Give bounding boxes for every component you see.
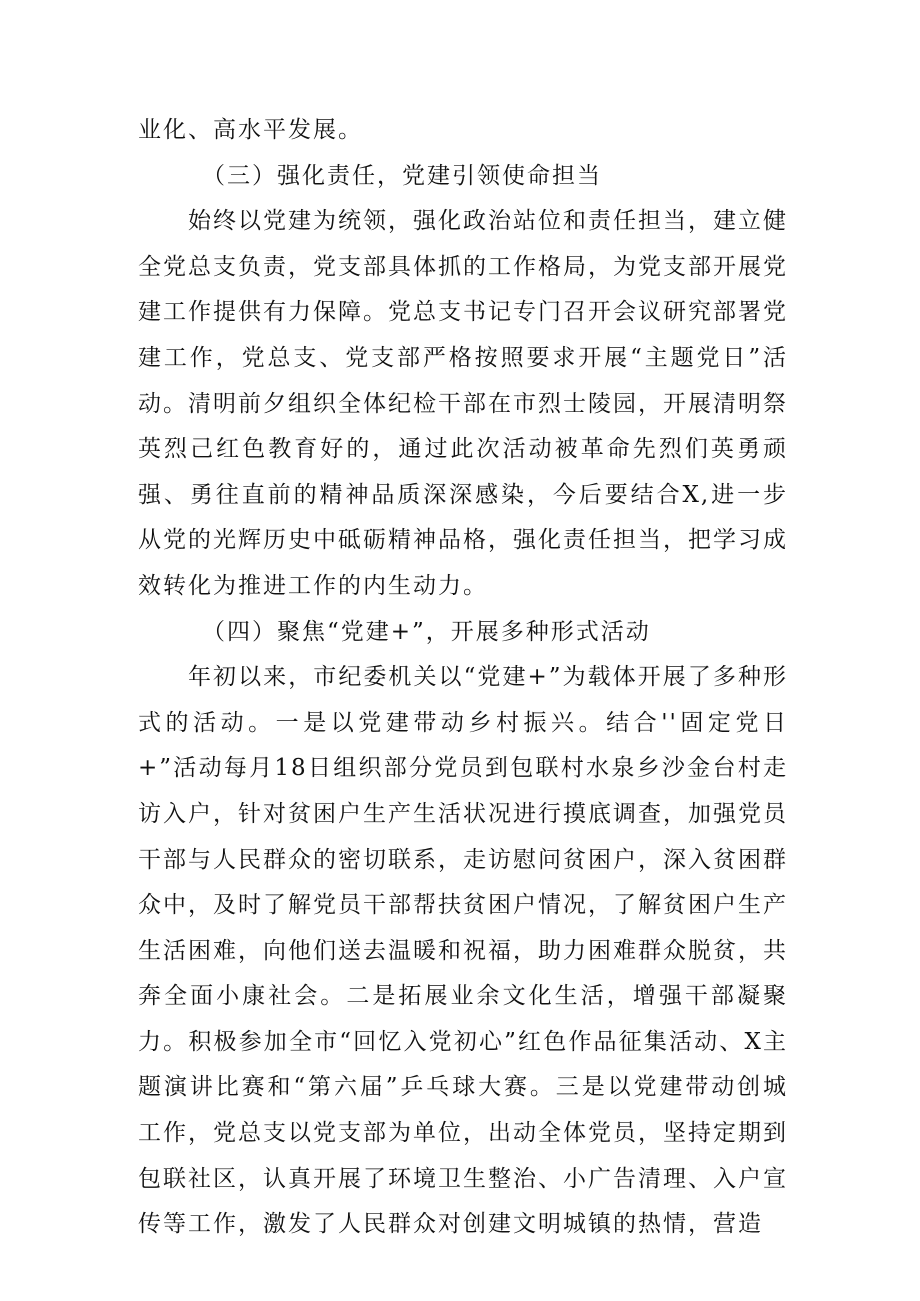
section-heading-four: （四）聚焦“党建+”，开展多种形式活动 xyxy=(202,618,651,645)
document-body xyxy=(138,108,788,1248)
section-heading-three: （三）强化责任，党建引领使命担当 xyxy=(202,162,602,189)
paragraph-continuation: 业化、高水平发展。 xyxy=(138,117,363,143)
paragraph-responsibility: 始终以党建为统领，强化政治站位和责任担当，建立健全党总支负责，党支部具体抓的工作格局，为党支部开展党建工作提供有力保障。党总支书记专门召开会议研究部署党建工作，党总支、党支部严格按照要求开展“主题党日”活动。清明前夕组织全体纪检干部在市烈士陵园，开展清明祭英烈己红色教育好的，通过此次活动被革命先烈们英勇顽强、勇往直前的精神品质深深感染，今后要结合X,进一步从党的光辉历史中砥砺精神品格，强化责任担当，把学习成效转化为推进工作的内生动力。 xyxy=(138,208,788,599)
paragraph-activities: 年初以来，市纪委机关以“党建+”为载体开展了多种形式的活动。一是以党建带动乡村振兴。结合''固定党日+”活动每月18日组织部分党员到包联村水泉乡沙金台村走访入户，针对贫困户生产生活状况进行摸底调查，加强党员干部与人民群众的密切联系，走访慰问贫困户，深入贫困群众中，及时了解党员干部帮扶贫困户情况，了解贫困户生产生活困难，向他们送去温暖和祝福，助力困难群众脱贫，共奔全面小康社会。二是拓展业余文化生活，增强干部凝聚力。积极参加全市“回忆入党初心”红色作品征集活动、X主题演讲比赛和“第六届”乒乓球大赛。三是以党建带动创城工作，党总支以党支部为单位，出动全体党员，坚持定期到包联社区，认真开展了环境卫生整治、小广告清理、入户宣传等工作，激发了人民群众对创建文明城镇的热情，营造 xyxy=(138,664,788,1238)
